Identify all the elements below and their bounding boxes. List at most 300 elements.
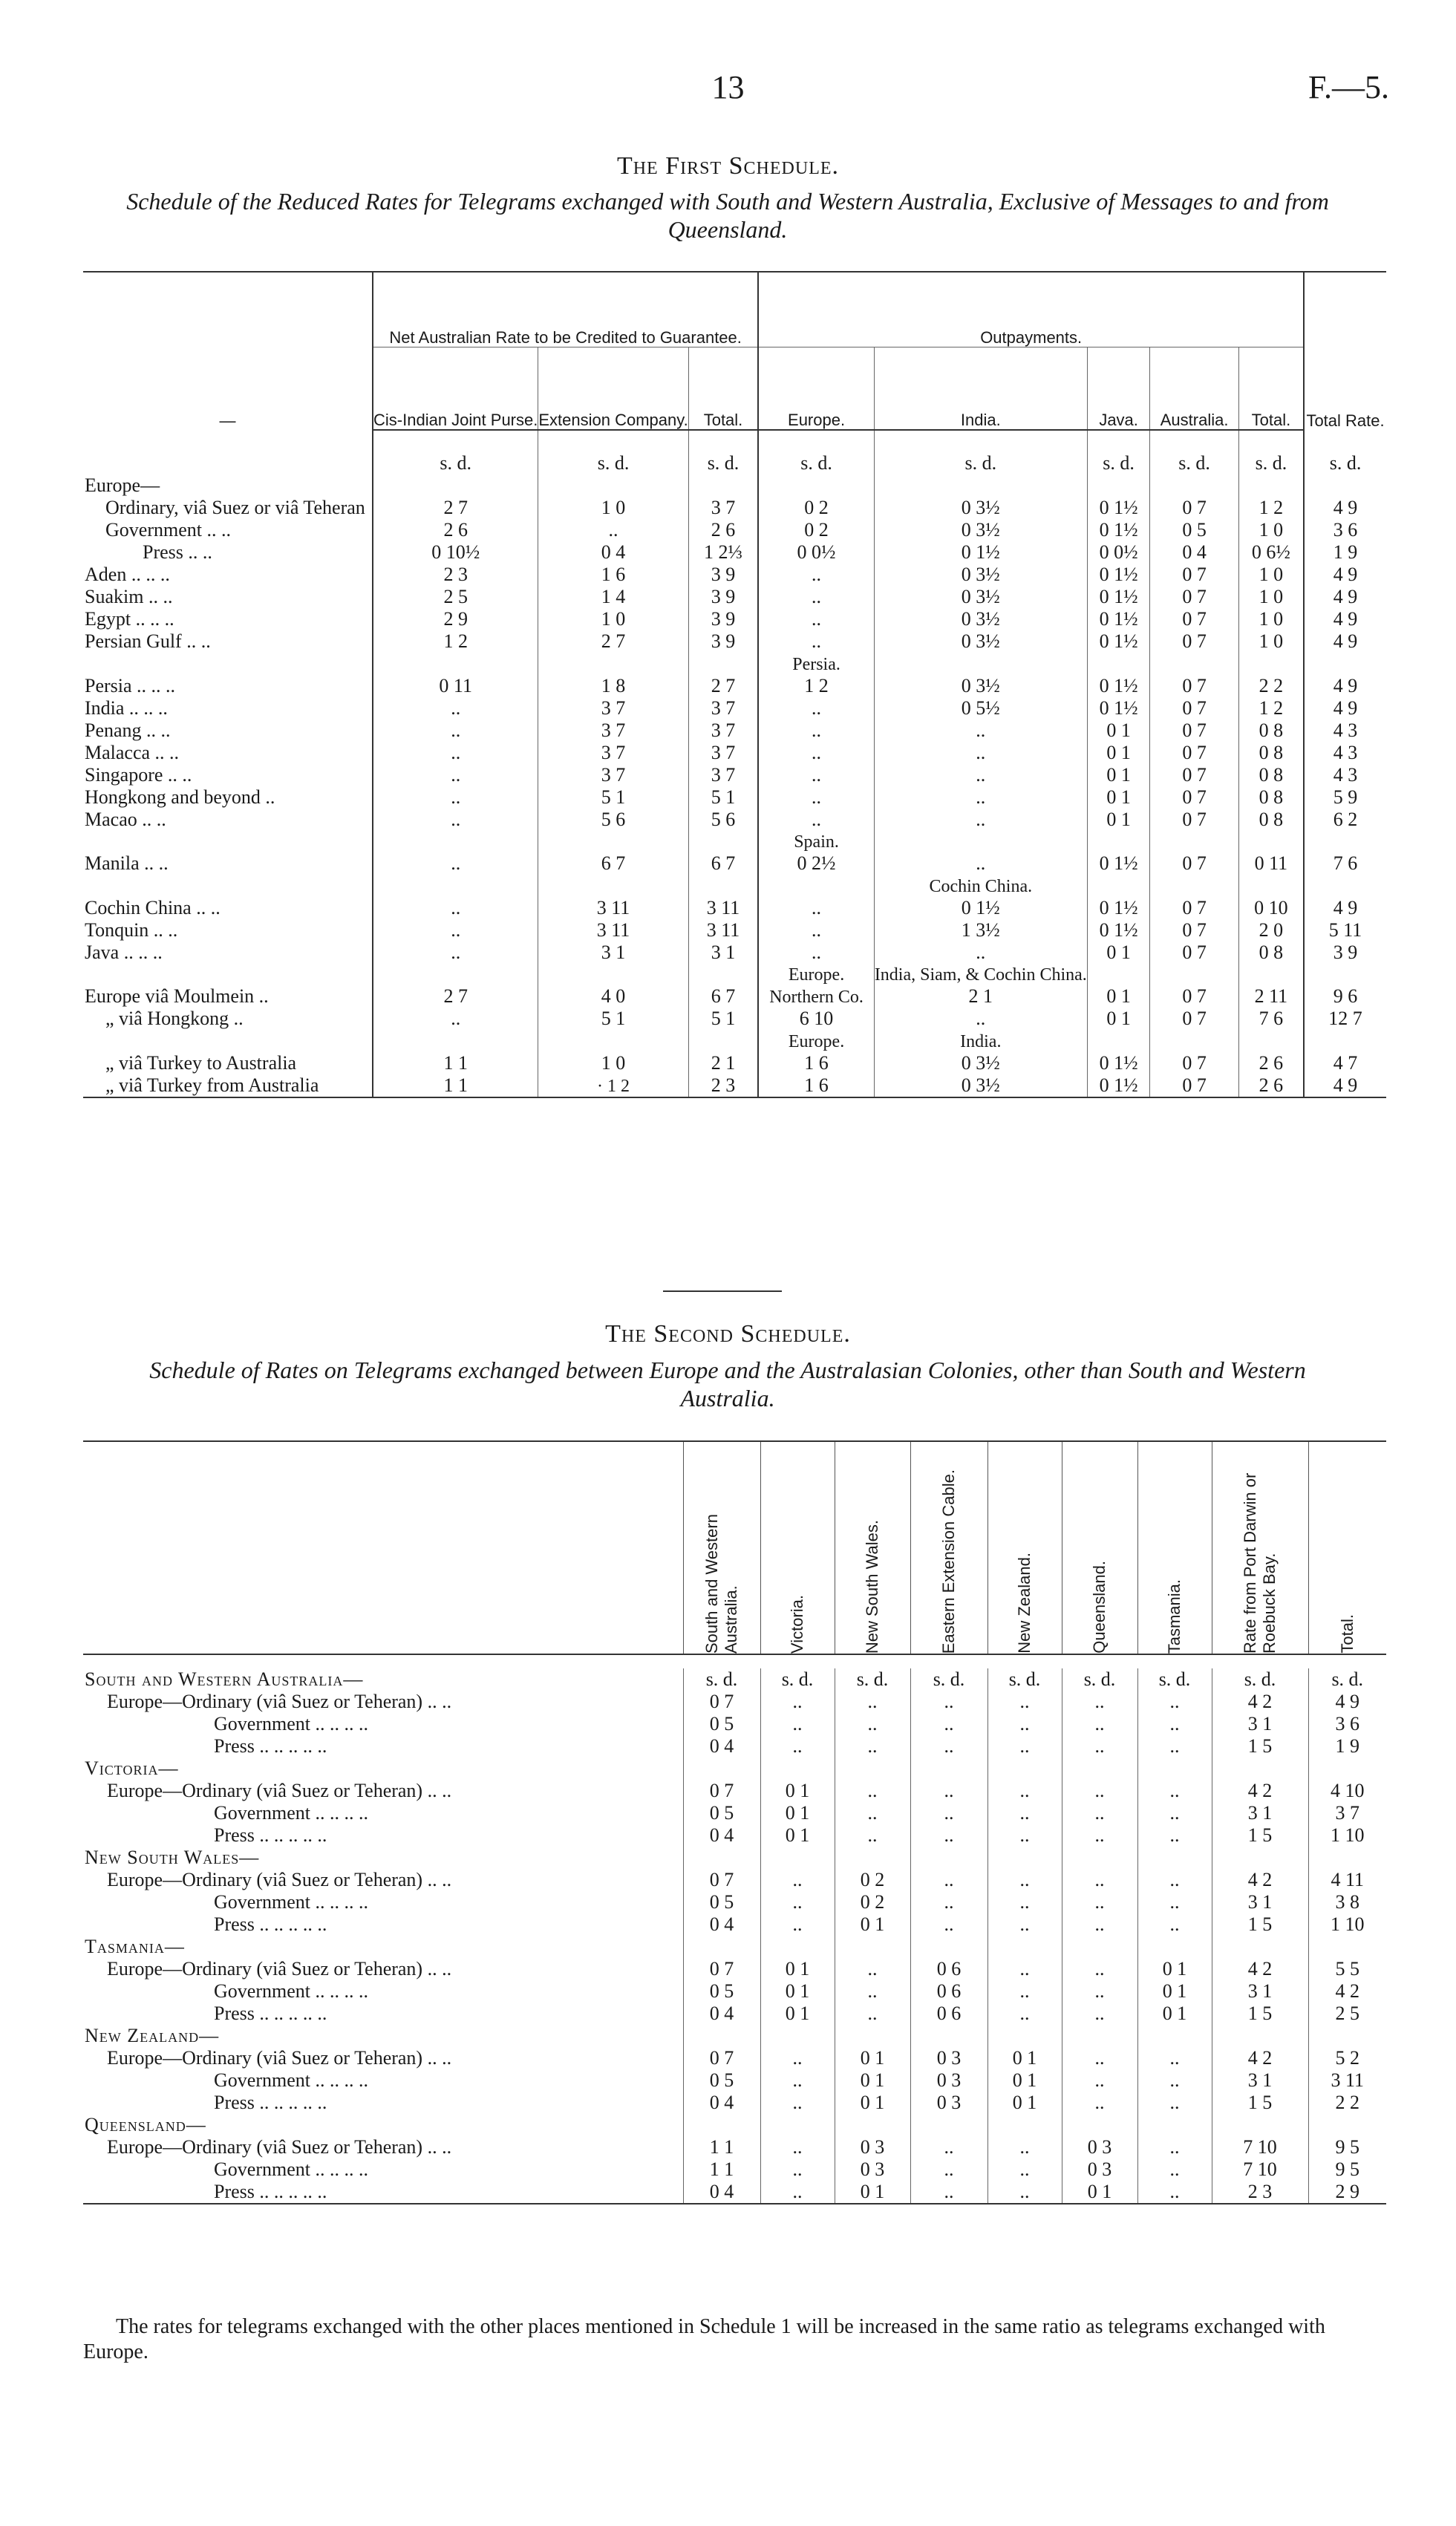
table-cell: 0 5	[683, 1980, 760, 2003]
second-schedule-title: The Second Schedule.	[605, 1320, 851, 1348]
table-cell: ..	[1137, 2181, 1212, 2204]
table-row	[83, 2136, 1386, 2158]
section-divider	[663, 1290, 782, 1292]
table-cell	[835, 2025, 910, 2047]
table-cell	[987, 1847, 1062, 1869]
table-cell	[987, 1758, 1062, 1780]
row-label: Suakim .. ..	[85, 586, 173, 607]
row-label: Aden .. .. ..	[85, 564, 170, 585]
table-cell: ..	[1137, 1780, 1212, 1802]
table-cell: 9 5	[1308, 2158, 1386, 2181]
table-cell: 0 6	[910, 1958, 987, 1980]
second-schedule-body	[83, 1654, 1386, 2204]
table-row	[83, 564, 1386, 586]
column-header-label: Tasmania.	[1165, 1579, 1184, 1654]
footnote: The rates for telegrams exchanged with the other places mentioned in Schedule 1 will be increased in the same ratio as telegrams exchanged with Europe.	[83, 2315, 1325, 2363]
table-cell: 4 10	[1308, 1780, 1386, 1802]
table-cell	[1150, 831, 1238, 853]
table-row	[83, 2158, 1386, 2181]
table-cell: 4 3	[1304, 719, 1386, 742]
table-cell: ..	[835, 2003, 910, 2025]
table-cell: 0 7	[1150, 742, 1238, 764]
table-cell	[910, 1758, 987, 1780]
table-cell: 0 1	[835, 2069, 910, 2092]
row-label: „ viâ Turkey from Australia	[83, 1074, 373, 1097]
table-cell: ..	[987, 1780, 1062, 1802]
table-cell: ..	[987, 1891, 1062, 1913]
table-cell: ..	[1062, 1735, 1137, 1758]
row-label	[83, 831, 373, 853]
table-cell: 1 10	[1308, 1824, 1386, 1847]
table-cell: 0 8	[1238, 809, 1304, 831]
table-cell: ..	[1062, 1802, 1137, 1824]
table-cell	[1304, 964, 1386, 986]
table-cell: 0 7	[1150, 786, 1238, 809]
table-cell: ..	[1062, 1824, 1137, 1847]
table-cell: 1 2	[1238, 497, 1304, 519]
column-header-label: Queensland.	[1090, 1561, 1109, 1654]
table-row	[83, 1891, 1386, 1913]
table-row	[83, 497, 1386, 519]
table-cell	[987, 2025, 1062, 2047]
table-cell: 0 7	[1150, 586, 1238, 608]
table-cell: 0 1½	[1087, 497, 1150, 519]
table-cell: 3 7	[538, 697, 688, 719]
table-cell: 0 5	[683, 2069, 760, 2092]
column-header-label: Rate from Port Darwin or Roebuck Bay.	[1241, 1472, 1279, 1654]
section-row	[83, 1847, 1386, 1869]
table-cell: ..	[910, 2136, 987, 2158]
table-cell: ..	[760, 1869, 835, 1891]
table-cell: 0 1	[1137, 2003, 1212, 2025]
table-cell: ..	[758, 630, 874, 653]
table-cell: 4 9	[1304, 897, 1386, 919]
table-cell	[1137, 1758, 1212, 1780]
row-label: Queensland—	[85, 2114, 206, 2135]
row-label: Cochin China .. ..	[85, 896, 221, 918]
table-cell: ..	[910, 2181, 987, 2204]
unit-cell: s. d.	[758, 430, 874, 474]
table-cell: ..	[1137, 1869, 1212, 1891]
table-cell: 1 6	[758, 1052, 874, 1074]
table-cell: 0 1	[987, 2092, 1062, 2114]
table-cell	[874, 831, 1087, 853]
table-row	[83, 541, 1386, 564]
row-label: „ viâ Turkey to Australia	[105, 1051, 297, 1074]
table-cell: 1 2	[1238, 697, 1304, 719]
table-cell: 5 9	[1304, 786, 1386, 809]
table-row	[83, 1958, 1386, 1980]
table-cell: ..	[373, 852, 538, 875]
unit-cell: s. d.	[1238, 430, 1304, 474]
table-row	[83, 2092, 1386, 2114]
row-label: Europe viâ Moulmein ..	[85, 985, 269, 1007]
table-cell	[1238, 653, 1304, 675]
row-label: Government .. .. .. ..	[214, 1980, 368, 2002]
table-cell: 3 9	[688, 630, 758, 653]
table-cell: 0 6	[910, 1980, 987, 2003]
table-cell: ..	[874, 764, 1087, 786]
table-cell: ..	[874, 719, 1087, 742]
table-cell: 0 4	[683, 2092, 760, 2114]
row-label: Europe—	[85, 474, 160, 496]
table-cell: ..	[373, 719, 538, 742]
table-cell: 5 5	[1308, 1958, 1386, 1980]
row-label: Europe—Ordinary (viâ Suez or Teheran) .. ..	[107, 1958, 452, 1980]
column-header	[987, 1441, 1062, 1654]
table-cell	[1137, 1936, 1212, 1958]
table-cell: ..	[760, 2136, 835, 2158]
table-cell: ..	[758, 564, 874, 586]
header-cis-indian: Cis-Indian Joint Purse.	[373, 347, 538, 431]
table-cell: 0 7	[1150, 719, 1238, 742]
table-cell: ..	[373, 764, 538, 786]
table-cell: 0 3	[910, 2092, 987, 2114]
header-australia: Australia.	[1150, 347, 1238, 431]
table-cell: ..	[835, 1713, 910, 1735]
table-cell: ..	[1137, 1802, 1212, 1824]
table-cell	[1308, 2114, 1386, 2136]
header-spacer	[83, 1654, 1386, 1668]
table-cell	[1238, 831, 1304, 853]
table-cell: 2 6	[1238, 1074, 1304, 1097]
table-cell: ..	[1062, 1891, 1137, 1913]
table-cell: 0 1½	[1087, 897, 1150, 919]
table-row	[83, 1869, 1386, 1891]
table-cell	[835, 1758, 910, 1780]
column-header	[1137, 1441, 1212, 1654]
table-cell: 6 10	[758, 1008, 874, 1030]
header-blank	[83, 1441, 683, 1654]
table-cell: ..	[835, 1691, 910, 1713]
table-cell: ..	[987, 1824, 1062, 1847]
header-total-rate: Total Rate.	[1304, 272, 1386, 430]
table-cell: ..	[1062, 1958, 1137, 1980]
table-cell	[1308, 1936, 1386, 1958]
table-cell: s. d.	[987, 1668, 1062, 1691]
table-cell: 0 4	[538, 541, 688, 564]
table-cell: 1 0	[1238, 564, 1304, 586]
table-cell	[760, 2025, 835, 2047]
table-cell: ..	[987, 1735, 1062, 1758]
table-cell: ..	[1062, 2092, 1137, 2114]
table-row	[83, 897, 1386, 919]
table-cell: ..	[1137, 1913, 1212, 1936]
table-cell: 4 9	[1304, 497, 1386, 519]
row-label: Press .. .. .. .. ..	[83, 2181, 683, 2204]
table-cell: 7 6	[1238, 1008, 1304, 1030]
header-europe: Europe.	[758, 347, 874, 431]
table-cell: 0 3	[1062, 2158, 1137, 2181]
table-cell: 3 6	[1304, 519, 1386, 541]
table-cell: 0 7	[1150, 809, 1238, 831]
table-cell	[910, 1847, 987, 1869]
table-cell	[373, 474, 538, 497]
table-row	[83, 519, 1386, 541]
table-cell	[760, 1758, 835, 1780]
row-label: Manila .. ..	[85, 852, 169, 874]
row-label: Singapore .. ..	[85, 763, 192, 786]
table-cell: 0 1	[835, 1913, 910, 1936]
table-cell: ..	[987, 1802, 1062, 1824]
table-cell: 6 2	[1304, 809, 1386, 831]
table-row	[83, 809, 1386, 831]
table-cell	[688, 1030, 758, 1052]
table-cell: 3 11	[688, 919, 758, 941]
header-outpayments-total: Total.	[1238, 347, 1304, 431]
table-cell	[758, 875, 874, 897]
header-net-australian-rate: Net Australian Rate to be Credited to Guarantee.	[373, 272, 758, 347]
table-cell: 3 9	[688, 586, 758, 608]
table-cell: 0 3	[910, 2047, 987, 2069]
table-cell: ..	[987, 2181, 1062, 2204]
table-cell: 1 1	[373, 1052, 538, 1074]
table-cell: 0 4	[683, 1735, 760, 1758]
table-row	[83, 764, 1386, 786]
section-row	[83, 2025, 1386, 2047]
table-row	[83, 675, 1386, 697]
table-cell: ..	[1137, 2069, 1212, 2092]
row-label: Government .. .. .. ..	[214, 2069, 368, 2091]
table-cell: 0 3½	[874, 564, 1087, 586]
table-cell: 0 1	[760, 1802, 835, 1824]
table-cell: s. d.	[760, 1668, 835, 1691]
table-cell	[1304, 474, 1386, 497]
table-cell: 0 1	[835, 2181, 910, 2204]
table-cell: 4 9	[1304, 1074, 1386, 1097]
table-cell: ..	[758, 809, 874, 831]
table-cell: 3 1	[688, 941, 758, 964]
table-cell: ..	[910, 1735, 987, 1758]
table-cell: 0 1½	[874, 541, 1087, 564]
table-cell	[835, 2114, 910, 2136]
table-cell: 3 1	[538, 941, 688, 964]
table-cell	[1304, 831, 1386, 853]
table-cell: 1 5	[1212, 1824, 1308, 1847]
units-label	[83, 430, 373, 474]
table-cell	[1238, 1030, 1304, 1052]
header-java: Java.	[1087, 347, 1150, 431]
table-cell: ..	[987, 1869, 1062, 1891]
table-cell: 1 0	[1238, 586, 1304, 608]
row-label	[83, 1030, 373, 1052]
table-cell: 0 3	[1062, 2136, 1137, 2158]
table-cell: 2 7	[373, 497, 538, 519]
table-cell: ..	[373, 786, 538, 809]
table-cell: s. d.	[910, 1668, 987, 1691]
table-cell: ..	[874, 786, 1087, 809]
table-cell: ..	[373, 697, 538, 719]
table-cell: 3 7	[688, 764, 758, 786]
table-cell: 0 4	[683, 2181, 760, 2204]
row-label: New Zealand—	[85, 2025, 220, 2046]
table-cell: ..	[1062, 2003, 1137, 2025]
table-cell	[688, 831, 758, 853]
row-label: Tasmania—	[85, 1936, 185, 1957]
table-cell	[835, 1936, 910, 1958]
table-cell	[373, 1030, 538, 1052]
table-cell: ..	[760, 1891, 835, 1913]
table-cell: 2 7	[538, 630, 688, 653]
table-cell: 0 7	[1150, 897, 1238, 919]
table-cell	[1087, 875, 1150, 897]
row-label: Penang .. ..	[85, 719, 171, 741]
table-cell: 0 7	[1150, 919, 1238, 941]
table-cell: Spain.	[758, 831, 874, 853]
table-cell	[1087, 474, 1150, 497]
table-cell	[538, 653, 688, 675]
row-label: New South Wales—	[85, 1847, 260, 1868]
table-cell: 0 1½	[1087, 675, 1150, 697]
table-cell: 1 3½	[874, 919, 1087, 941]
table-cell: ..	[758, 897, 874, 919]
row-label: Press .. .. .. .. ..	[214, 2003, 327, 2024]
table-row	[83, 1691, 1386, 1713]
table-row	[83, 964, 1386, 986]
table-cell	[1308, 2025, 1386, 2047]
table-cell	[987, 1936, 1062, 1958]
table-cell: 0 3	[910, 2069, 987, 2092]
table-cell: 3 11	[538, 919, 688, 941]
table-cell: 0 1	[1137, 1980, 1212, 2003]
table-cell: 1 9	[1308, 1735, 1386, 1758]
table-cell	[683, 2114, 760, 2136]
row-label: Europe—Ordinary (viâ Suez or Teheran) .. ..	[107, 1691, 452, 1712]
table-cell: ..	[758, 786, 874, 809]
table-cell	[760, 2114, 835, 2136]
table-cell: 2 5	[373, 586, 538, 608]
table-row	[83, 2047, 1386, 2069]
table-cell: ..	[1137, 2136, 1212, 2158]
table-cell: 0 5	[683, 1802, 760, 1824]
table-cell: 1 0	[1238, 630, 1304, 653]
table-cell	[373, 875, 538, 897]
table-cell: 1 1	[683, 2158, 760, 2181]
second-schedule-table	[83, 1440, 1386, 2204]
table-cell: ..	[373, 919, 538, 941]
table-cell: 0 1	[760, 1780, 835, 1802]
table-cell: 1 5	[1212, 1735, 1308, 1758]
row-label	[83, 653, 373, 675]
table-cell: 4 7	[1304, 1052, 1386, 1074]
header-india: India.	[874, 347, 1087, 431]
table-cell: ..	[987, 1980, 1062, 2003]
table-cell: ..	[910, 1802, 987, 1824]
table-cell: ..	[987, 2158, 1062, 2181]
table-row	[83, 2069, 1386, 2092]
table-cell	[1212, 2114, 1308, 2136]
table-cell: 5 6	[538, 809, 688, 831]
column-header	[1212, 1441, 1308, 1654]
table-cell: 5 1	[688, 1008, 758, 1030]
table-cell: ..	[987, 1958, 1062, 1980]
table-cell: 2 3	[1212, 2181, 1308, 2204]
table-cell: 4 9	[1304, 675, 1386, 697]
table-cell	[538, 964, 688, 986]
table-cell: 0 3½	[874, 1074, 1087, 1097]
table-cell: 0 7	[1150, 764, 1238, 786]
table-cell: ..	[758, 919, 874, 941]
table-cell: 4 2	[1212, 1869, 1308, 1891]
table-cell: 0 1½	[1087, 608, 1150, 630]
table-cell	[1238, 875, 1304, 897]
table-cell: ..	[760, 1691, 835, 1713]
column-header	[835, 1441, 910, 1654]
first-schedule-table	[83, 271, 1386, 1098]
table-cell: 0 7	[1150, 675, 1238, 697]
table-cell: 3 9	[688, 608, 758, 630]
table-cell: ..	[1137, 1713, 1212, 1735]
table-cell: 0 7	[1150, 564, 1238, 586]
row-label: Persian Gulf .. ..	[85, 630, 211, 652]
table-cell: 0 2	[758, 519, 874, 541]
table-cell: 7 6	[1304, 852, 1386, 875]
table-cell: 4 9	[1304, 697, 1386, 719]
table-cell	[1087, 831, 1150, 853]
table-cell: ..	[874, 1008, 1087, 1030]
table-cell: 5 2	[1308, 2047, 1386, 2069]
table-cell	[1150, 653, 1238, 675]
table-cell: 1 8	[538, 675, 688, 697]
table-cell: s. d.	[1062, 1668, 1137, 1691]
table-cell	[760, 1936, 835, 1958]
table-cell	[1137, 1847, 1212, 1869]
table-row	[83, 1913, 1386, 1936]
row-label: Government .. .. .. ..	[214, 2158, 368, 2180]
table-cell: 0 3½	[874, 519, 1087, 541]
table-cell: ..	[1137, 1735, 1212, 1758]
table-cell: 9 6	[1304, 985, 1386, 1008]
table-cell	[987, 2114, 1062, 2136]
table-cell: 4 11	[1308, 1869, 1386, 1891]
table-cell: 0 1½	[874, 897, 1087, 919]
table-cell: 0 6½	[1238, 541, 1304, 564]
column-header-label: New Zealand.	[1015, 1553, 1034, 1654]
table-cell: s. d.	[683, 1668, 760, 1691]
table-row	[83, 985, 1386, 1008]
table-cell: 0 11	[373, 675, 538, 697]
table-cell: ..	[910, 1824, 987, 1847]
table-cell: 0 4	[683, 2003, 760, 2025]
table-cell: 0 1	[1087, 1008, 1150, 1030]
table-cell: ..	[1062, 2069, 1137, 2092]
table-cell: 3 7	[538, 764, 688, 786]
table-row	[83, 919, 1386, 941]
table-cell: 0 7	[1150, 697, 1238, 719]
column-header	[1062, 1441, 1137, 1654]
table-cell: ..	[758, 941, 874, 964]
table-cell: 2 2	[1238, 675, 1304, 697]
table-cell: 1 1	[683, 2136, 760, 2158]
table-cell: 5 11	[1304, 919, 1386, 941]
table-cell: 0 1	[1087, 786, 1150, 809]
table-cell: ..	[758, 742, 874, 764]
table-cell: 2 1	[688, 1052, 758, 1074]
table-cell: 4 2	[1212, 1780, 1308, 1802]
table-cell: ..	[1137, 1691, 1212, 1713]
first-schedule-title: The First Schedule.	[616, 152, 840, 180]
table-cell: 3 7	[688, 497, 758, 519]
table-cell: 0 7	[1150, 1008, 1238, 1030]
table-cell: 0 1	[1087, 985, 1150, 1008]
row-label: Government .. ..	[105, 519, 231, 541]
table-cell: 0 1	[1087, 809, 1150, 831]
table-row	[83, 1980, 1386, 2003]
row-label: Egypt .. .. ..	[85, 608, 174, 630]
column-header	[910, 1441, 987, 1654]
row-label: Persia .. .. ..	[85, 674, 176, 696]
table-cell: 4 9	[1304, 608, 1386, 630]
